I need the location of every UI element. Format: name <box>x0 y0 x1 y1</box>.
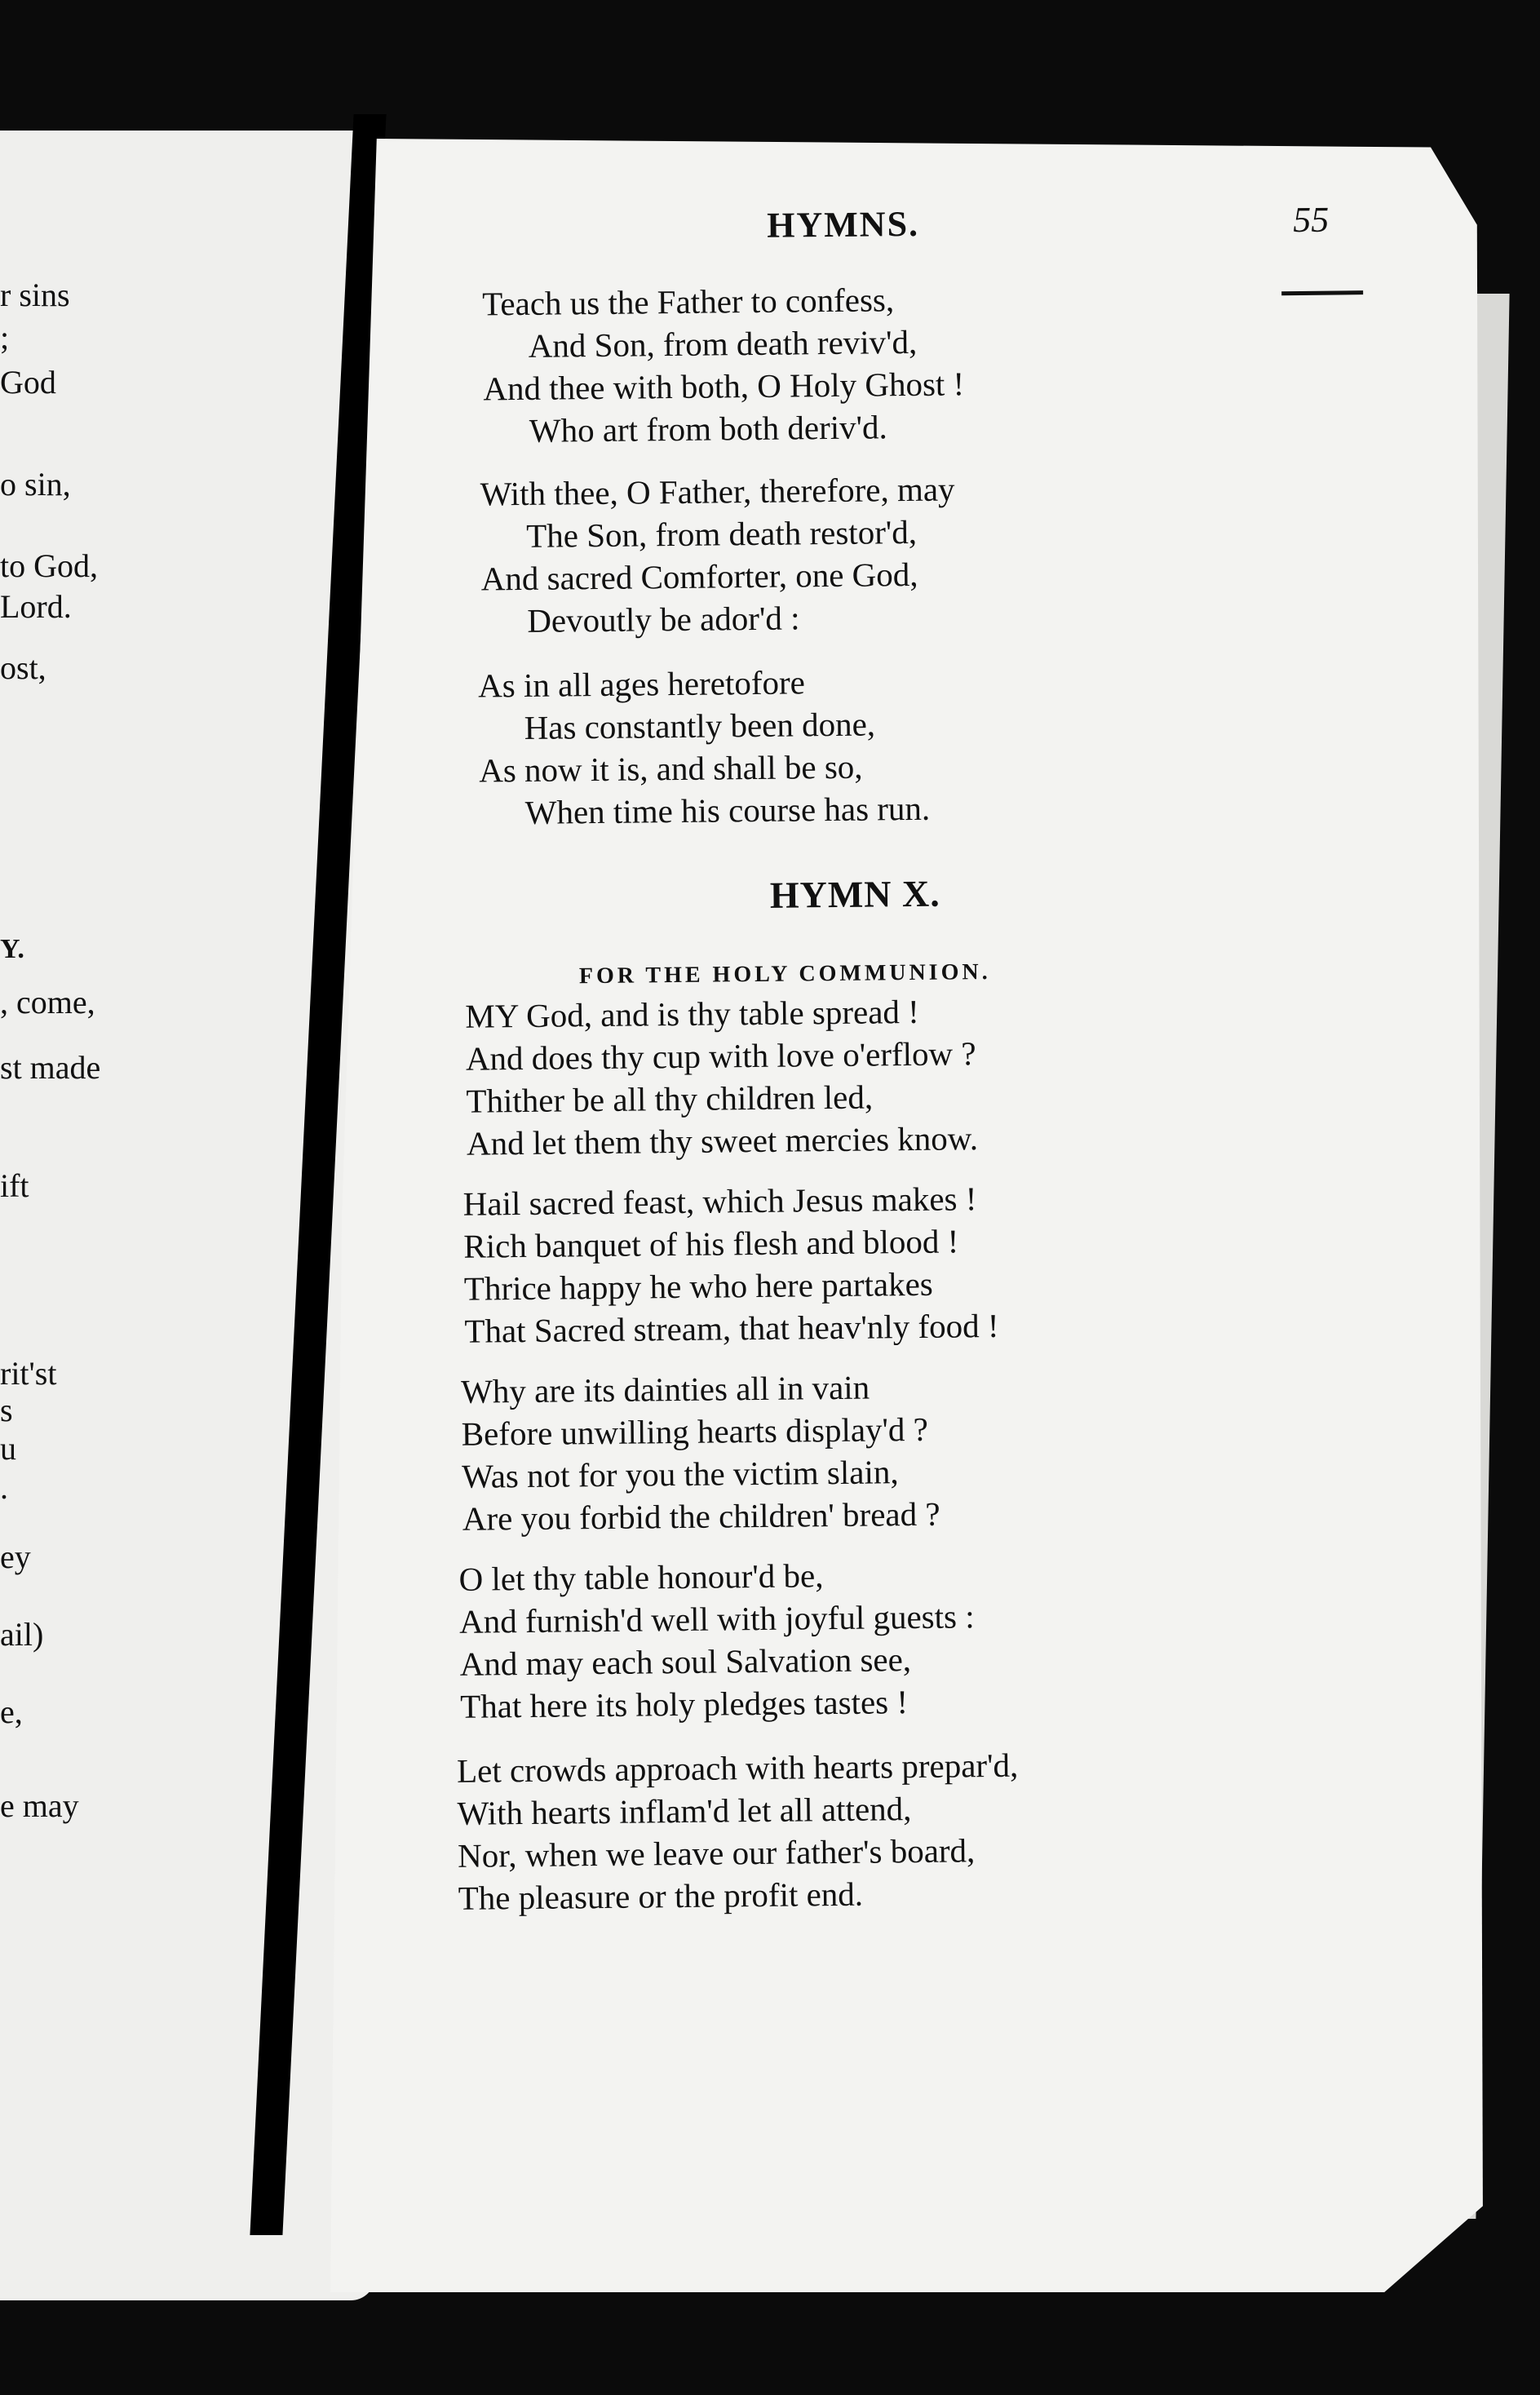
verse-line: Why are its dainties all in vain <box>460 1368 870 1410</box>
hymn-title: HYMN X. <box>769 872 940 916</box>
left-page-line: Lord. <box>0 588 72 625</box>
left-page-line: r sins <box>0 277 70 313</box>
verse-line: The Son, from death restor'd, <box>525 512 918 555</box>
verse-line: MY God, and is thy table spread ! <box>465 992 920 1035</box>
left-page-line: to God, <box>0 547 98 584</box>
verse-line: Hail sacred feast, which Jesus makes ! <box>462 1180 977 1223</box>
stanza <box>461 1366 940 1540</box>
hymn-subtitle: FOR THE HOLY COMMUNION. <box>578 958 991 989</box>
verse-line: The pleasure or the profit end. <box>458 1875 864 1917</box>
verse-line: Teach us the Father to confess, <box>481 281 895 323</box>
verse-line: Before unwilling hearts display'd ? <box>461 1410 929 1453</box>
left-page-line: ; <box>0 319 10 356</box>
verse-line: Are you forbid the children' bread ? <box>462 1494 940 1538</box>
verse-line: With thee, O Father, therefore, may <box>480 470 955 513</box>
left-page-line: ift <box>0 1167 29 1204</box>
verse-line: O let thy table honour'd be, <box>458 1556 824 1598</box>
left-page-line: st made <box>0 1049 101 1086</box>
left-page-line: . <box>0 1469 8 1506</box>
verse-line: Devoutly be ador'd : <box>527 599 800 640</box>
verse-line: And furnish'd well with joyful guests : <box>458 1597 975 1640</box>
stanza <box>457 1744 1020 1919</box>
left-page-line: Y. <box>0 934 24 964</box>
verse-line: Has constantly been done, <box>524 705 876 746</box>
verse-line: Let crowds approach with hearts prepar'd, <box>456 1746 1019 1790</box>
verse-line: As in all ages heretofore <box>477 663 806 705</box>
running-head: HYMNS. <box>766 203 920 246</box>
verse-line: Nor, when we leave our father's board, <box>457 1831 976 1875</box>
verse-line: Rich banquet of his flesh and blood ! <box>463 1222 959 1265</box>
verse-line: And does thy cup with love o'erflow ? <box>465 1034 976 1078</box>
left-page-line: s <box>0 1392 13 1428</box>
verse-line: Thither be all thy children led, <box>466 1078 874 1120</box>
stanza <box>480 467 956 642</box>
left-page-line: ost, <box>0 649 46 686</box>
left-page-line: God <box>0 364 56 401</box>
stanza <box>482 277 965 452</box>
verse-line: Who art from both deriv'd. <box>529 408 888 449</box>
left-page-line: u <box>0 1430 16 1467</box>
left-page-line: , come, <box>0 984 95 1020</box>
left-page-line: e may <box>0 1787 79 1824</box>
verse-line: And Son, from death reviv'd, <box>528 322 918 365</box>
left-page-line: ey <box>0 1538 31 1575</box>
left-page-line: e, <box>0 1693 23 1730</box>
verse-line: And let them thy sweet mercies know. <box>466 1119 979 1162</box>
verse-line: Thrice happy he who here partakes <box>463 1264 933 1308</box>
stanza <box>478 660 931 834</box>
verse-line: As now it is, and shall be so, <box>478 747 863 790</box>
verse-line: And sacred Comforter, one God, <box>480 555 918 598</box>
stanza <box>458 1552 976 1728</box>
verse-line: Was not for you the victim slain, <box>462 1453 899 1495</box>
stanza <box>465 989 978 1165</box>
verse-line: And may each soul Salvation see, <box>459 1640 912 1683</box>
page-number: 55 <box>1292 199 1330 241</box>
left-page-line: o sin, <box>0 466 71 502</box>
verse-line: With hearts inflam'd let all attend, <box>457 1790 912 1832</box>
verse-line: That Sacred stream, that heav'nly food ! <box>464 1306 999 1350</box>
verse-line: When time his course has run. <box>524 789 931 831</box>
left-page-line: ail) <box>0 1616 44 1653</box>
stanza <box>463 1177 999 1352</box>
header-rule <box>1281 290 1363 295</box>
left-page-line: rit'st <box>0 1355 57 1392</box>
verse-line: That here its holy pledges tastes ! <box>459 1683 909 1725</box>
verse-line: And thee with both, O Holy Ghost ! <box>483 365 965 408</box>
